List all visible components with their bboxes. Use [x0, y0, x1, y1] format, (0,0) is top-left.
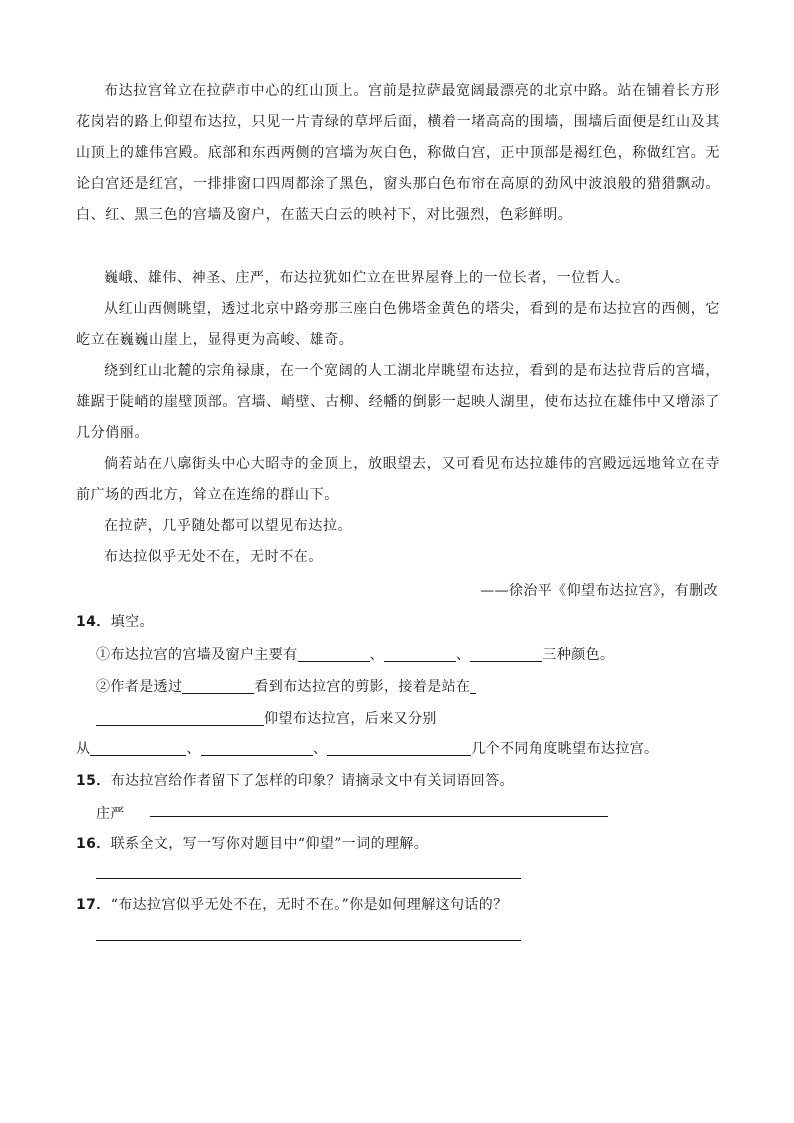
question-14-number: 14．: [76, 614, 111, 630]
passage-paragraph-7: 布达拉似乎无处不在，无时不在。: [104, 549, 323, 565]
passage-paragraph-5: 倘若站在八廓街头中心大昭寺的金顶上，放眼望去，又可看见布达拉雄伟的宫殿远远地耸立在寺前广场的西北方，耸立在连绵的群山下。: [76, 456, 720, 503]
q14-blank-silhouette-view[interactable]: [182, 677, 254, 694]
question-14-item-2-line-2: [96, 708, 437, 730]
passage-paragraph-3: 从红山西侧眺望，透过北京中路旁那三座白色佛塔金黄色的塔尖，看到的是布达拉宫的西侧，它屹立在巍巍山崖上，显得更为高峻、雄奇。: [76, 301, 720, 348]
question-14-item-2-line-3: [76, 738, 658, 760]
q14-item1-text-b: 三种颜色。: [542, 647, 615, 663]
passage-paragraph-4: 绕到红山北麓的宗角禄康，在一个宽阔的人工湖北岸眺望布达拉，看到的是布达拉背后的宫墙，雄踞于陡峭的崖壁顶部。宫墙、峭壁、古柳、经幡的倒影一起映人湖里，使布达拉在雄伟中又增添了几分俏丽。: [76, 363, 720, 441]
passage-paragraph-2: 巍峨、雄伟、神圣、庄严，布达拉犹如伫立在世界屋脊上的一位长者，一位哲人。: [104, 270, 630, 286]
question-16: [76, 833, 428, 855]
question-15-prefill: 庄严: [96, 806, 125, 822]
q14-item2-text-b: 看到布达拉宫的剪影，接着是站在: [254, 679, 471, 695]
question-17: [76, 894, 508, 916]
question-14-heading: [76, 611, 154, 633]
question-14-item-1: [96, 644, 614, 666]
q14-item2-text-d: 从: [76, 741, 91, 757]
question-14-item-2-line-1: [96, 676, 476, 698]
question-16-text: 联系全文，写一写你对题目中“仰望”一词的理解。: [110, 836, 429, 852]
q14-item2-text-a: ②作者是透过: [96, 679, 183, 695]
q14-item2-text-e: 几个不同角度眺望布达拉宫。: [471, 741, 659, 757]
question-14-title: 填空。: [110, 614, 154, 630]
question-15-answer-line[interactable]: [150, 816, 608, 817]
q14-blank-angle-3[interactable]: [327, 739, 471, 756]
question-17-number: 17．: [76, 897, 111, 913]
q14-blank-color-1[interactable]: [298, 645, 370, 662]
question-17-answer-line[interactable]: [96, 940, 521, 941]
q14-blank-stub[interactable]: [470, 677, 476, 694]
q14-sep-2: 、: [456, 647, 471, 663]
q14-blank-angle-1[interactable]: [90, 739, 186, 756]
q14-blank-standing-place[interactable]: [96, 709, 264, 726]
q14-blank-angle-2[interactable]: [201, 739, 313, 756]
q14-sep-3: 、: [186, 741, 201, 757]
passage-paragraph-1: 布达拉宫耸立在拉萨市中心的红山顶上。宫前是拉萨最宽阔最漂亮的北京中路。站在铺着长方形花岗岩的路上仰望布达拉，只见一片青绿的草坪后面，横着一堵高高的围墙，围墙后面便是红山及其山顶上的雄伟宫殿。底部和东西两侧的宫墙为灰白色，称做白宫，正中顶部是褐红色，称做红宫。无论白宫还是红宫，一排排窗口四周都涂了黑色，窗头那白色布帘在高原的劲风中波浪般的猎猎飘动。白、红、黑三色的宫墙及窗户，在蓝天白云的映衬下，对比强烈，色彩鲜明。: [76, 83, 720, 223]
question-17-text: “布达拉宫似乎无处不在，无时不在。”你是如何理解这句话的？: [110, 897, 508, 913]
passage-paragraph-6: 在拉萨，几乎随处都可以望见布达拉。: [104, 518, 353, 534]
question-15: [76, 770, 514, 792]
q14-blank-color-2[interactable]: [384, 645, 456, 662]
q14-blank-color-3[interactable]: [470, 645, 542, 662]
question-16-answer-line[interactable]: [96, 878, 521, 879]
q14-sep-1: 、: [369, 647, 385, 663]
question-15-text: 布达拉宫给作者留下了怎样的印象？请摘录文中有关词语回答。: [110, 773, 514, 789]
question-16-number: 16．: [76, 836, 111, 852]
q14-item2-text-c: 仰望布达拉宫，后来又分别: [264, 711, 437, 727]
question-15-number: 15．: [76, 773, 111, 789]
passage-source: ——徐治平《仰望布达拉宫》，有删改: [480, 583, 718, 599]
q14-item1-text-a: ①布达拉宫的宫墙及窗户主要有: [96, 647, 298, 663]
q14-sep-4: 、: [312, 741, 328, 757]
